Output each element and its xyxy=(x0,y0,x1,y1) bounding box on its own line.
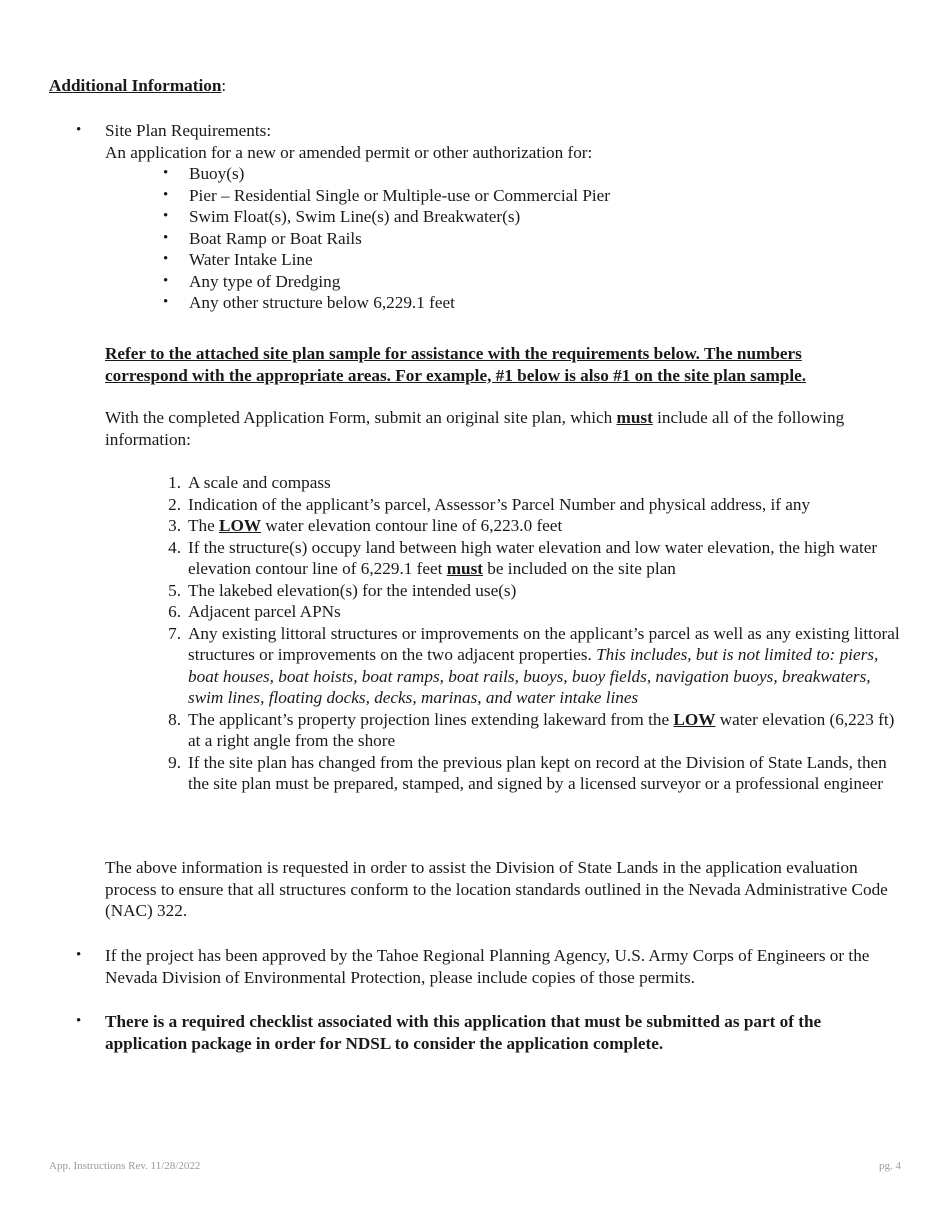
bullet-dot: • xyxy=(163,165,169,181)
structure-item-text: Boat Ramp or Boat Rails xyxy=(189,228,362,248)
heading-colon: : xyxy=(221,76,227,95)
requirements-list xyxy=(104,472,905,795)
requirement-item xyxy=(104,709,905,752)
requirement-text: Any existing littoral structures or improvements on the applicant’s parcel as well as any existing littoral structures or improvements on the two adjacent properties. xyxy=(188,623,900,664)
requirement-emphasis: must xyxy=(446,559,483,578)
structure-item xyxy=(105,271,905,293)
requirement-text: Adjacent parcel APNs xyxy=(188,602,341,621)
structure-item xyxy=(105,206,905,228)
structure-item-text: Any other structure below 6,229.1 feet xyxy=(189,293,455,312)
structure-item-text: Any type of Dredging xyxy=(189,271,341,291)
bullet-site-plan: • xyxy=(76,122,82,138)
structure-item-text: Water Intake Line xyxy=(189,250,313,269)
requirement-item xyxy=(104,623,905,709)
structure-item-text: Pier – Residential Single or Multiple-use or Commercial Pier xyxy=(189,185,611,205)
site-plan-section xyxy=(105,120,905,163)
requirement-text: water elevation contour line of 6,223.0 feet xyxy=(261,516,563,535)
requirement-number: 4. xyxy=(168,537,181,557)
bullet-dot: • xyxy=(163,186,169,203)
bullet-dot: • xyxy=(163,251,169,267)
bullet-approved: • xyxy=(76,947,82,963)
refer-note: Refer to the attached site plan sample for assistance with the requirements below. The numbers correspond with the appropriate areas. For example, #1 below is also #1 on the site plan sample. xyxy=(105,344,807,385)
requirement-text: The applicant’s property projection lines extending lakeward from the xyxy=(188,709,674,729)
structure-item xyxy=(105,228,905,250)
submit-text-before: With the completed Application Form, submit an original site plan, which xyxy=(105,408,617,427)
footer-revision: App. Instructions Rev. 11/28/2022 xyxy=(49,1160,201,1172)
requirement-item xyxy=(104,537,905,580)
structure-item-text: Buoy(s) xyxy=(189,164,245,183)
requirement-number: 1. xyxy=(168,473,181,492)
bullet-dot: • xyxy=(163,229,169,246)
structure-list xyxy=(21,163,905,314)
bullet-dot: • xyxy=(163,272,169,289)
requirement-text: A scale and compass xyxy=(188,473,331,492)
requirement-item xyxy=(104,580,905,602)
checklist-note: There is a required checklist associated with this application that must be submitted as part of the application package in order for NDSL to consider the application complete. xyxy=(105,1012,822,1053)
heading-title: Additional Information xyxy=(49,76,222,95)
requirement-text: The xyxy=(188,516,220,535)
requirement-number: 6. xyxy=(168,602,181,621)
requirement-item xyxy=(104,494,905,516)
requirement-emphasis: LOW xyxy=(673,709,716,729)
requirement-number: 7. xyxy=(168,623,181,643)
requirement-text: The lakebed elevation(s) for the intended use(s) xyxy=(188,580,517,600)
requirement-item xyxy=(104,601,905,623)
structure-list-wrap xyxy=(105,163,905,314)
bullet-checklist: • xyxy=(76,1013,82,1029)
submit-must: must xyxy=(616,408,653,427)
requirement-text: If the structure(s) occupy land between high water elevation and low water elevation, the high water elevation contour line of 6,229.1 feet xyxy=(188,537,878,578)
section-heading xyxy=(49,75,226,97)
submit-text-after: include all of the following information: xyxy=(105,408,845,449)
requirement-number: 9. xyxy=(168,752,181,772)
requirement-number: 2. xyxy=(168,494,181,514)
bullet-dot: • xyxy=(163,208,169,224)
structure-item xyxy=(105,163,905,185)
structure-item xyxy=(105,292,905,314)
requirement-item xyxy=(104,515,905,537)
requirement-emphasis: LOW xyxy=(219,516,262,535)
site-plan-intro: An application for a new or amended permit or other authorization for: xyxy=(105,142,593,162)
bullet-dot: • xyxy=(163,294,169,310)
requirement-text: water elevation (6,223 ft) at a right angle from the shore xyxy=(188,709,895,750)
structure-item-text: Swim Float(s), Swim Line(s) and Breakwater(s) xyxy=(189,207,521,226)
requirement-text: Indication of the applicant’s parcel, Assessor’s Parcel Number and physical address, if any xyxy=(188,494,811,514)
approved-permits-note: If the project has been approved by the Tahoe Regional Planning Agency, U.S. Army Corps of Engineers or the Nevada Division of Environmental Protection, please include copies of those permits. xyxy=(105,946,870,987)
structure-item xyxy=(105,249,905,271)
requirement-text: If the site plan has changed from the previous plan kept on record at the Division of State Lands, then the site plan must be prepared, stamped, and signed by a licensed surveyor or a professional engineer xyxy=(188,752,887,793)
structure-item xyxy=(105,185,905,207)
requirements-wrap xyxy=(105,472,905,795)
above-info-paragraph: The above information is requested in order to assist the Division of State Lands in the application evaluation process to ensure that all structures conform to the location standards outlined in the Nevada Administrative Code (NAC) 322. xyxy=(105,858,888,920)
site-plan-title: Site Plan Requirements: xyxy=(105,121,272,140)
requirement-number: 5. xyxy=(168,580,181,600)
footer-page-number: pg. 4 xyxy=(879,1160,901,1172)
requirement-text: be included on the site plan xyxy=(482,559,676,578)
requirement-number: 3. xyxy=(168,516,181,535)
requirement-number: 8. xyxy=(168,709,181,729)
requirement-italic-note: This includes, but is not limited to: piers, boat houses, boat hoists, boat ramps, boat rails, buoys, buoy fields, navigation buoys, breakwaters, swim lines, floating docks, decks, marinas, and water intake lines xyxy=(188,645,879,707)
requirement-item xyxy=(104,472,905,494)
submit-instruction xyxy=(105,407,875,450)
requirement-item xyxy=(104,752,905,795)
